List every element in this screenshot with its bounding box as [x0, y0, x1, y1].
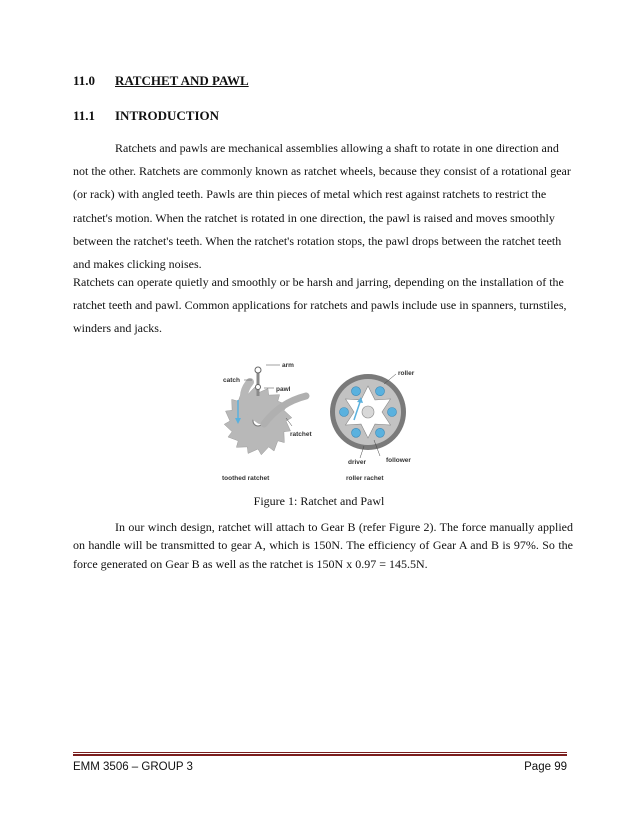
- roller-ratchet-drawing: [330, 374, 406, 458]
- figure-label-catch: catch: [223, 377, 240, 384]
- footer-rule: [73, 752, 567, 756]
- footer-page-number: Page 99: [524, 761, 567, 773]
- roller-circle: [340, 408, 349, 417]
- section-heading: [73, 73, 373, 91]
- subsection-number: 11.1: [73, 108, 96, 123]
- paragraph-winch-design: In our winch design, ratchet will attach to Gear B (refer Figure 2). The force manually applied on handle will be transmitted to gear A, which is 150N. The efficiency of Gear A and B is 97%. So the force generated on Gear B as well as the ratchet is 150N x 0.97 = 145.5N.: [73, 520, 573, 571]
- figure-label-pawl: pawl: [276, 386, 291, 393]
- roller-circle: [376, 428, 385, 437]
- section-title: RATCHET AND PAWL: [115, 73, 249, 88]
- figure-label-roller-rachet: roller rachet: [346, 475, 384, 482]
- figure-label-driver: driver: [348, 459, 367, 466]
- roller-circle: [352, 387, 361, 396]
- roller-circle: [376, 387, 385, 396]
- footer-course: EMM 3506 – GROUP 3: [73, 761, 193, 773]
- figure-label-ratchet: ratchet: [290, 431, 312, 438]
- roller-circle: [352, 428, 361, 437]
- figure-label-follower: follower: [386, 457, 411, 464]
- paragraph-applications: Ratchets can operate quietly and smoothly or be harsh and jarring, depending on the installation of the ratchet teeth and pawl. Common applications for ratchets and pawls include use in spanners, turnstiles, winders and jacks.: [73, 275, 567, 336]
- paragraph-intro: Ratchets and pawls are mechanical assemblies allowing a shaft to rotate in one direction and not the other. Ratchets are commonly known as ratchet wheels, because they consist of a rotational gear (or rack) with angled teeth. Pawls are thin pieces of metal which rest against ratchets to restrict the ratchet's motion. When the ratchet is rotated in one direction, the pawl is raised and moves smoothly between the ratchet's teeth. When the ratchet's rotation stops, the pawl drops between the ratchet teeth and makes clicking noises.: [73, 141, 571, 272]
- figure-label-arm: arm: [282, 362, 294, 369]
- subsection-title: INTRODUCTION: [115, 108, 220, 123]
- figure-label-roller: roller: [398, 370, 415, 377]
- figure-caption: Figure 1: Ratchet and Pawl: [253, 494, 385, 508]
- roller-circle: [388, 408, 397, 417]
- section-number: 11.0: [73, 73, 96, 88]
- subsection-heading: [73, 108, 373, 126]
- figure-label-toothed-ratchet: toothed ratchet: [222, 475, 270, 482]
- ratchet-pawl-figure: [214, 356, 426, 484]
